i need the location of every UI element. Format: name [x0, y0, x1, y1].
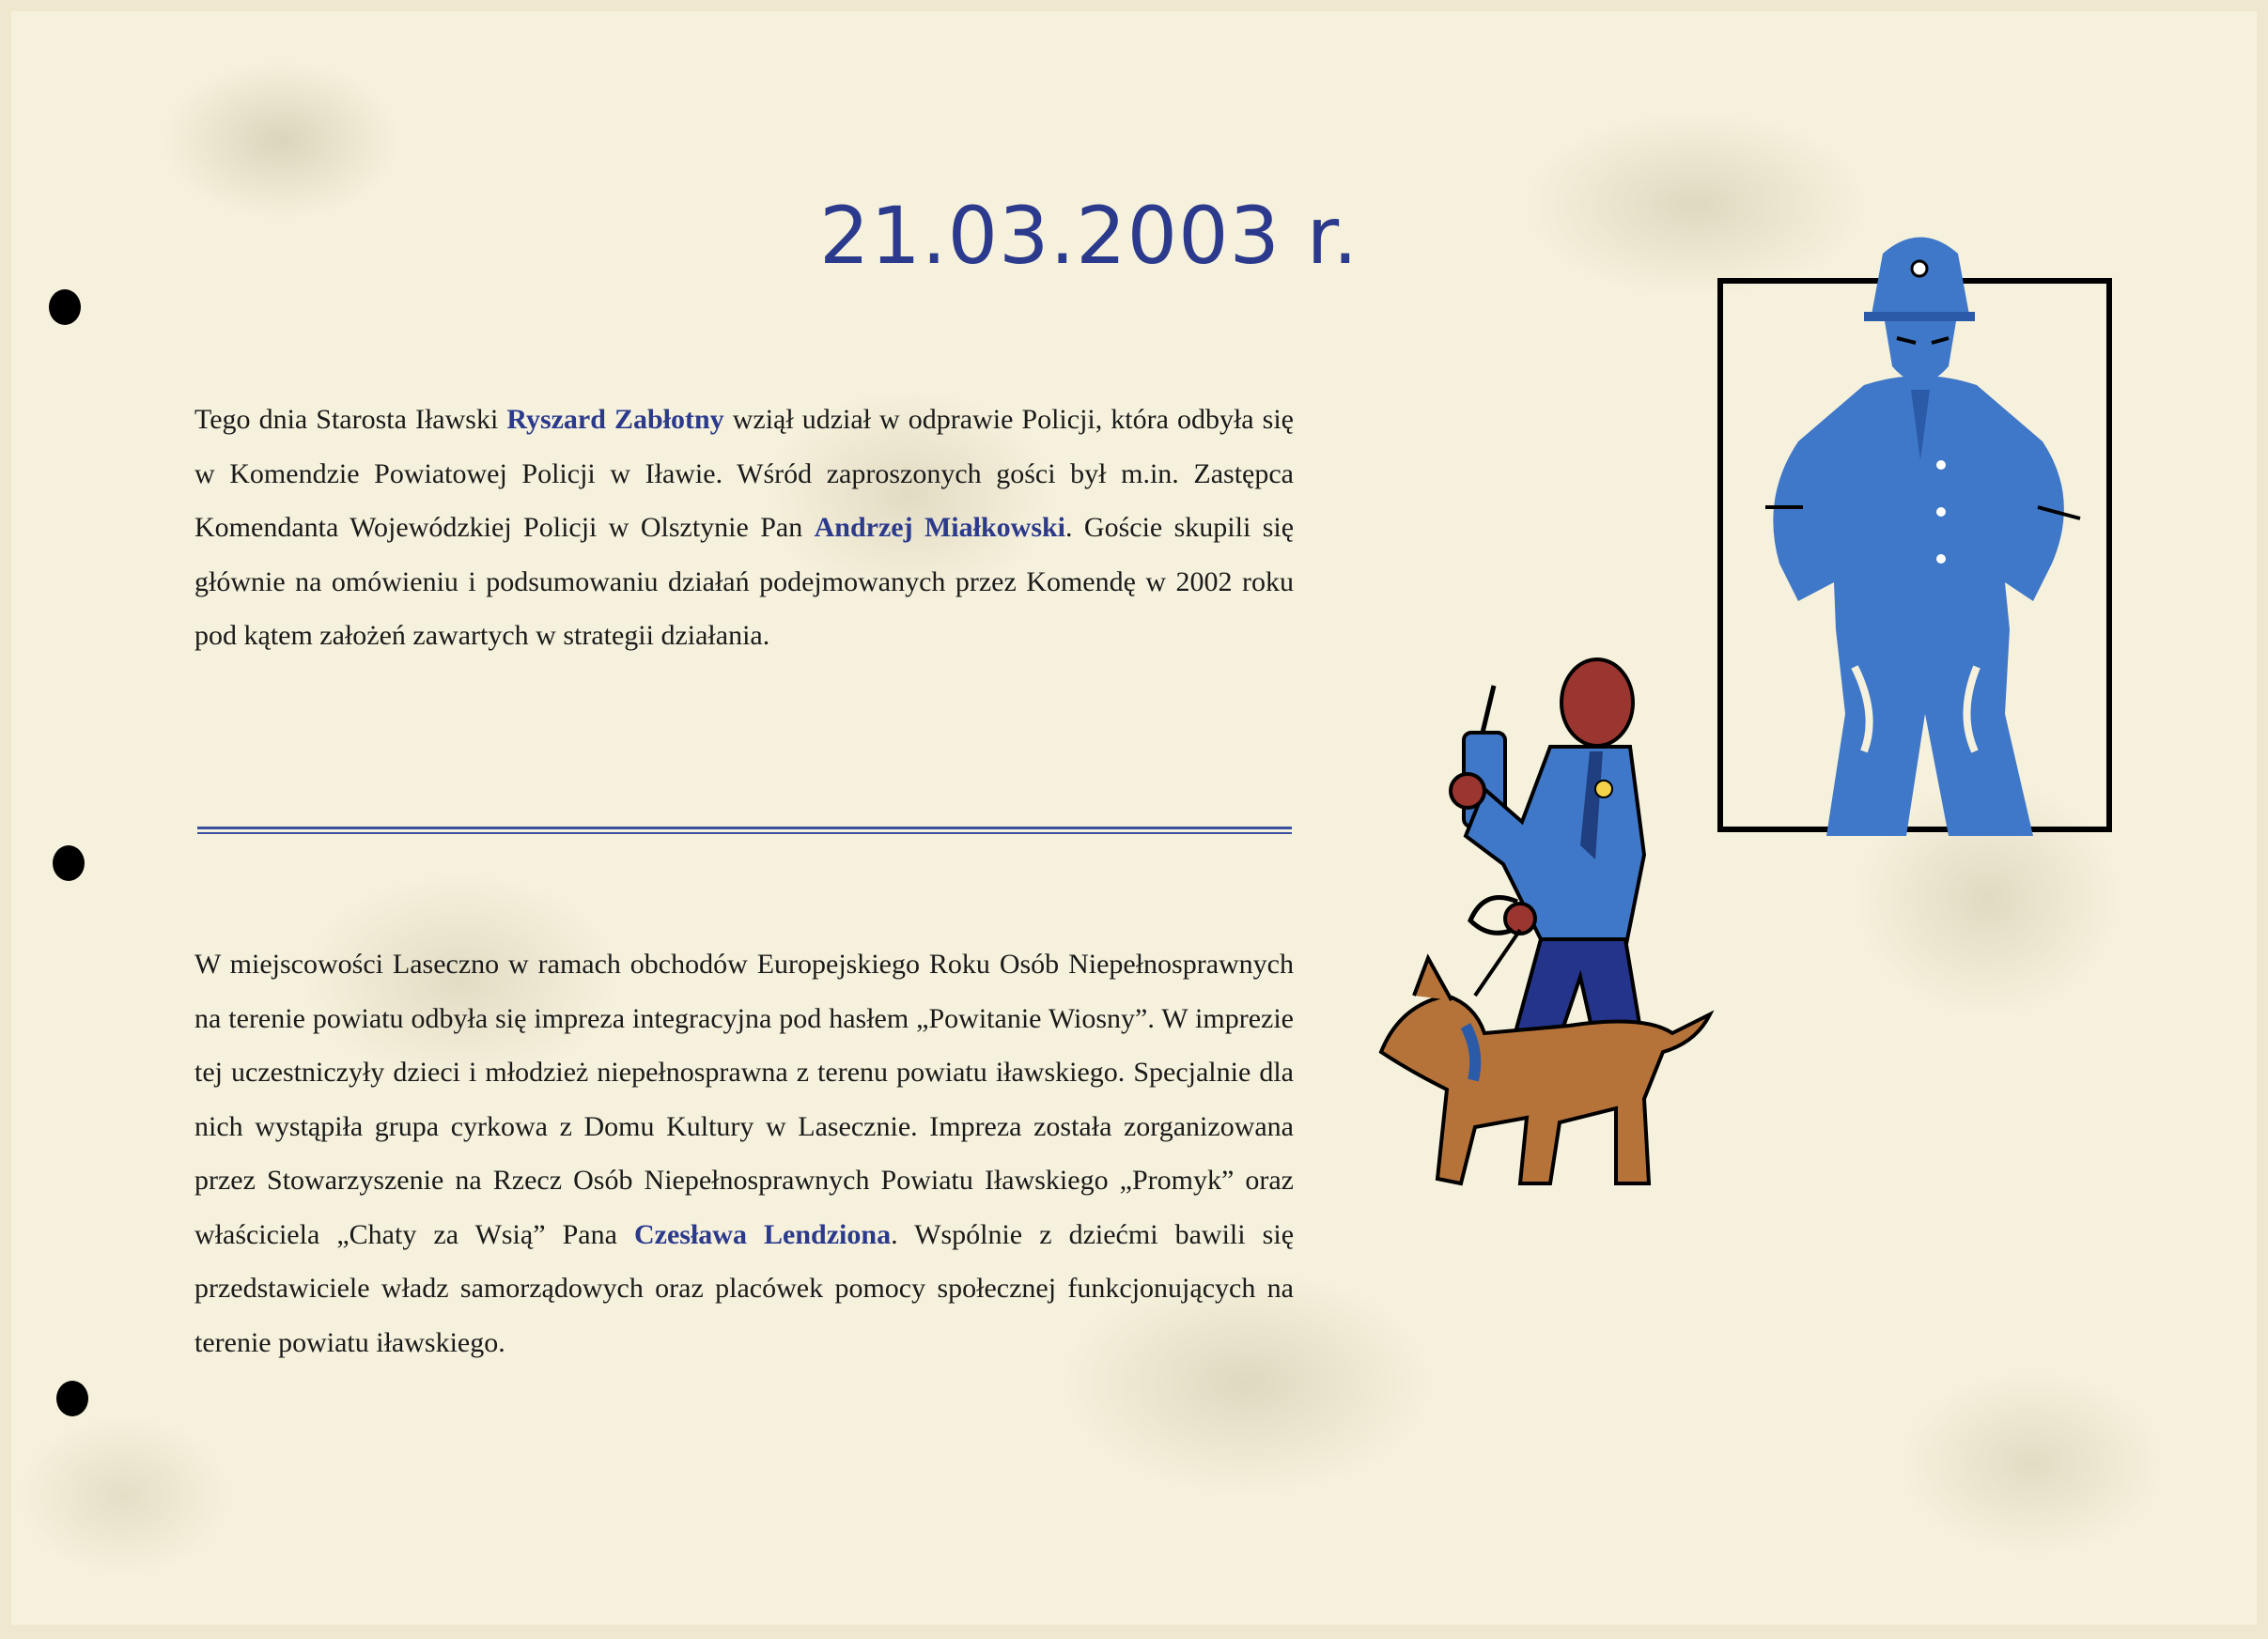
- p1-text-1: Tego dnia Starosta Iławski: [194, 404, 507, 435]
- p2-text-1: W miejscowości Laseczno w ramach obchodów Europejskiego Roku Osób Niepełnosprawnych na terenie powiatu odbyła się impreza integracyjna pod hasłem „Powitanie Wiosny”. W imprezie tej uczestniczyły dzieci i młodzież niepełnosprawna z terenu powiatu iławskiego. Specjalnie dla nich wystąpiła grupa cyrkowa z Domu Kultury w Lasecznie. Impreza została zorganizowana przez Stowarzyszenie na Rzecz Osób Niepełnosprawnych Powiatu Iławskiego „Promyk” oraz właściciela „Chaty za Wsią” Pana: [194, 949, 1294, 1250]
- p2-text-2: . Wspólnie z dziećmi bawili się przedstawiciele władz samorządowych oraz placówek pomocy społecznej funkcjonujących na terenie powiatu iławskiego.: [194, 1218, 1295, 1358]
- news-paragraph-2: [194, 937, 1294, 1369]
- punch-hole-3: [56, 1381, 88, 1416]
- person-name-zablotny: Ryszard Zabłotny: [506, 404, 724, 435]
- person-name-lendzion: Czesława Lendziona: [634, 1218, 892, 1250]
- police-dog-handler-icon: [1362, 657, 1719, 1221]
- section-divider: [197, 827, 1292, 834]
- punch-hole-2: [53, 845, 85, 881]
- punch-hole-1: [49, 289, 81, 325]
- p1-text-3: . Goście skupili się głównie na omówieniu i podsumowaniu działań podejmowanych przez Komendę w 2002 roku pod kątem założeń zawartych w strategii działania.: [194, 512, 1295, 651]
- person-name-mialkowski: Andrzej Miałkowski: [814, 512, 1066, 543]
- page-date-title: 21.03.2003 r.: [819, 190, 1359, 282]
- p1-text-2: wziął udział w odprawie Policji, która odbyła się w Komendzie Powiatowej Policji w Iławie. Wśród zaproszonych gości był m.in. Zastępca Komendanta Wojewódzkiej Policji w Olsztynie Pan: [194, 404, 1294, 543]
- news-paragraph-1: [194, 393, 1294, 663]
- police-officer-icon: [1723, 225, 2118, 845]
